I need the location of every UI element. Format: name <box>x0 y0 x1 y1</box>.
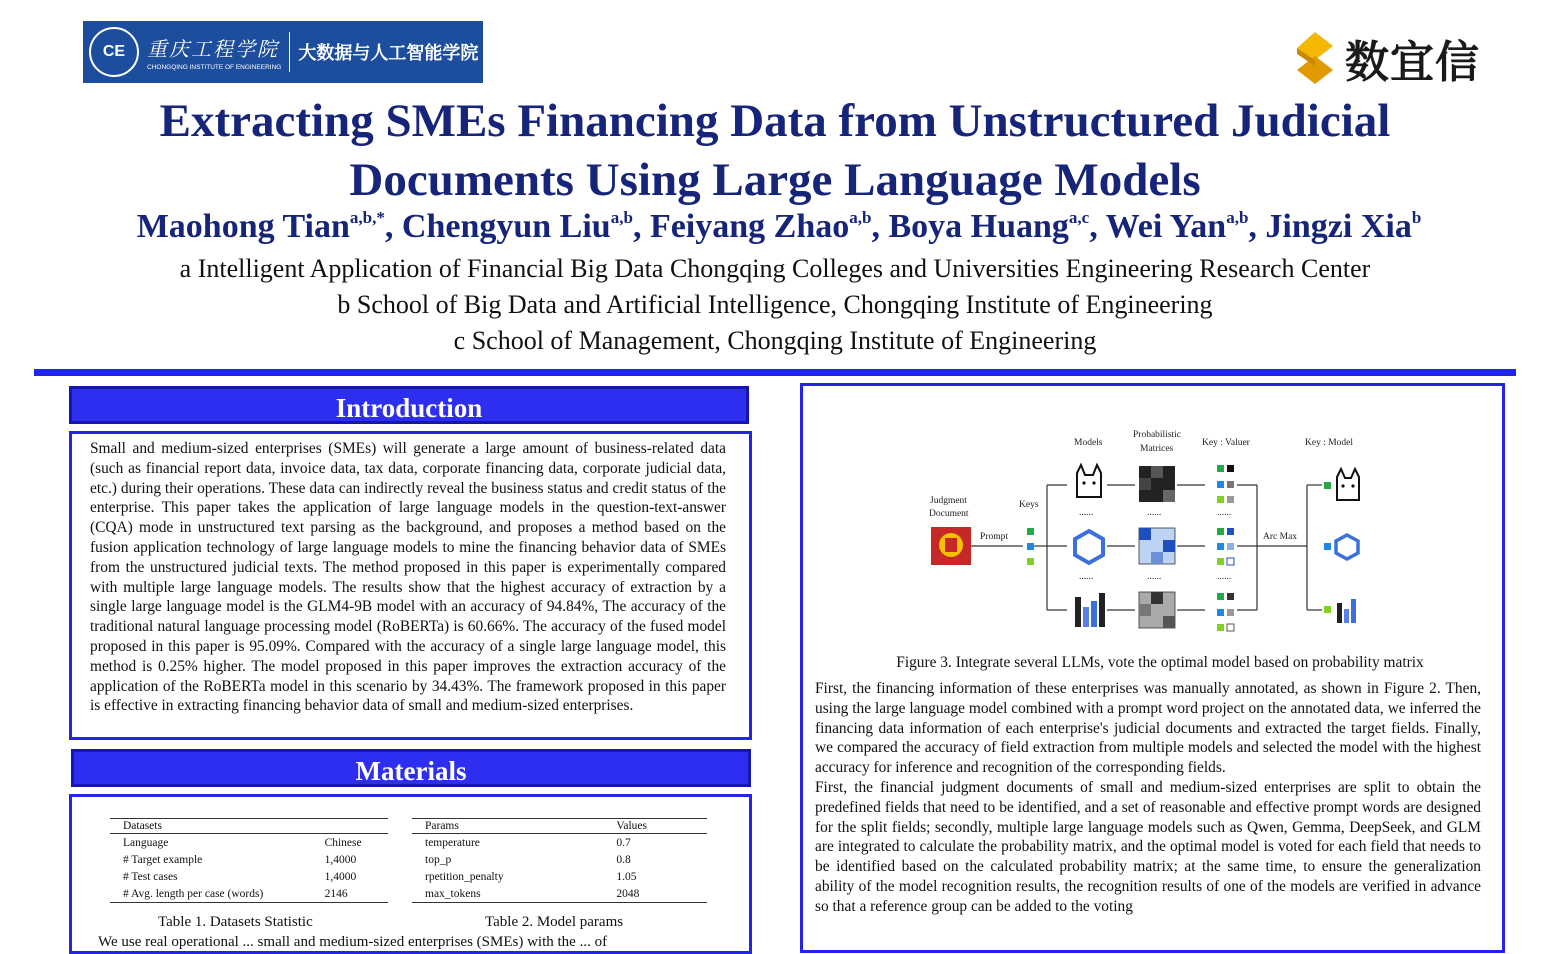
probability-matrix-dark <box>1139 466 1175 502</box>
school-name: 大数据与人工智能学院 <box>298 43 479 64</box>
title-line-2: Documents Using Large Language Models <box>349 154 1201 206</box>
table-cell: Chinese <box>324 836 362 849</box>
dots-label: ...... <box>1217 508 1232 518</box>
method-paragraph-1: First, the financing information of these enterprises was manually annotated, as shown in Figure 2. Then, using the large language model combined with a prompt word project on the annotated data, we inferred the financing data information of each enterprise's judicial documents and extracted the target fields. Finally, we compared the accuracy of field extraction from multiple models and selected the model with the highest accuracy for inference and recognition of the corresponding fields. <box>815 680 1481 777</box>
author-affiliation: b <box>1411 208 1422 227</box>
author-affiliation: a,c <box>1068 208 1090 227</box>
table-1-caption: Table 1. Datasets Statistic <box>158 914 313 930</box>
author-affiliation: a,b <box>849 208 872 227</box>
header-divider <box>34 369 1516 376</box>
company-name: 数宜信 <box>1345 37 1480 88</box>
institute-logo <box>83 21 483 83</box>
materials-heading: Materials <box>71 749 751 787</box>
author-name: Maohong Tian <box>136 208 350 245</box>
table-cell: 1,4000 <box>324 870 357 883</box>
datasets-table <box>110 818 388 903</box>
title-line-1: Extracting SMEs Financing Data from Unstructured Judicial <box>159 95 1391 147</box>
models-label: Models <box>1074 438 1103 448</box>
judgment-label-line1: Judgment <box>930 496 967 506</box>
table-header <box>312 819 388 834</box>
key-value-label: Key : Valuer <box>1202 438 1250 448</box>
keys-label: Keys <box>1019 500 1039 510</box>
logo-divider <box>289 32 290 72</box>
method-text <box>815 679 1481 917</box>
court-emblem-icon <box>931 527 971 565</box>
table-row <box>110 868 388 885</box>
dots-label: ...... <box>1147 508 1162 518</box>
table-header: Params <box>412 819 603 834</box>
judgment-label-line2: Document <box>929 509 969 519</box>
model-params-table <box>412 818 707 903</box>
table-row <box>110 834 388 852</box>
poster-title <box>0 92 1550 210</box>
llama-model-icon <box>1077 465 1101 497</box>
table-header: Datasets <box>110 819 312 834</box>
table-row <box>412 885 707 903</box>
affiliation-a: a Intelligent Application of Financial Big Data Chongqing Colleges and Universities Engineering Research Center <box>179 254 1371 283</box>
dots-label: ...... <box>1079 572 1094 582</box>
key-model-label: Key : Model <box>1305 438 1354 448</box>
author-affiliation: a,b,* <box>349 208 385 227</box>
figure-3-diagram <box>927 425 1387 645</box>
materials-text-partial: We use real operational ... small and medium-sized enterprises (SMEs) with the ... of <box>98 934 608 950</box>
author-name: Feiyang Zhao <box>649 208 850 245</box>
deepseek-model-icon <box>1075 593 1105 627</box>
company-logo <box>1293 26 1480 90</box>
dots-label: ...... <box>1079 508 1094 518</box>
table-row <box>110 851 388 868</box>
table-row <box>110 885 388 903</box>
table-cell: temperature <box>425 836 480 849</box>
table-cell: rpetition_penalty <box>425 870 504 883</box>
figure-3-caption: Figure 3. Integrate several LLMs, vote the optimal model based on probability matrix <box>896 654 1424 671</box>
qwen-model-icon <box>1075 531 1103 563</box>
institute-chinese-name: 重庆工程学院 <box>147 37 279 61</box>
introduction-heading: Introduction <box>69 386 749 424</box>
key-square-icon <box>1324 543 1331 550</box>
affiliation-b: b School of Big Data and Artificial Intelligence, Chongqing Institute of Engineering <box>337 290 1213 319</box>
dots-label: ...... <box>1217 572 1232 582</box>
table-row <box>412 851 707 868</box>
table-cell: top_p <box>425 853 452 866</box>
table-cell: 1,4000 <box>324 853 357 866</box>
author-affiliation: a,b <box>610 208 633 227</box>
institute-english-name: CHONGQING INSTITUTE OF ENGINEERING <box>147 64 282 71</box>
table-cell: # Avg. length per case (words) <box>110 885 312 903</box>
dots-label: ...... <box>1147 572 1162 582</box>
probability-matrix-grey <box>1139 592 1175 628</box>
table-row <box>412 834 707 852</box>
table-cell: 2048 <box>603 885 707 903</box>
probabilistic-label-line2: Matrices <box>1140 444 1174 454</box>
table-header: Values <box>603 819 707 834</box>
author-name: Chengyun Liu <box>401 208 611 245</box>
probability-matrix-blue <box>1139 528 1175 564</box>
introduction-text: Small and medium-sized enterprises (SMEs) will generate a large amount of business-related data (such as financial report data, invoice data, tax data, corporate financing data, corporate judicial data, etc.) during their operations. These data can indirectly reveal the business status and credit status of the enterprise. This paper takes the application of large language models in the question-text-answer (CQA) mode in unstructured text parsing as the background, and proposes a method based on the fusion application technology of large language models to mine the financing behavior data of SMEs from the unstructured judicial texts. The method proposed in this paper is experimentally compared with multiple large language models. The results show that the highest accuracy of extraction by a single large language model is the GLM4-9B model with an accuracy of 94.84%, The accuracy of the traditional natural language processing model (RoBERTa) is 60.66%. The accuracy of the fused model proposed in this paper is 95.09%. Compared with the accuracy of a single large language model, this method is 0.25% higher. The model proposed in this paper improves the extraction accuracy of the application of the RoBERTa model in this scenario by 34.43%. The framework proposed in this paper is effective in extracting financing behavior data of small and medium-sized enterprises. <box>90 440 726 715</box>
deepseek-model-icon <box>1337 599 1356 623</box>
table-cell: max_tokens <box>412 885 603 903</box>
table-row <box>412 868 707 885</box>
author-name: Boya Huang <box>888 208 1069 245</box>
argmax-label: Arc Max <box>1263 532 1298 542</box>
table-cell: 2146 <box>312 885 388 903</box>
table-cell: 0.7 <box>616 836 631 849</box>
table-cell: # Target example <box>123 853 203 866</box>
author-list: Maohong Tian$^{a,b,*}$, Chengyun Liu$^{a,b}$, Feiyang Zhao$^{a,b}$, Boya Huang$^{a,c}$, Wei Yan$^{a,b}$, Jingzi Xia$^b$ <box>136 208 1422 245</box>
table-cell: # Test cases <box>123 870 178 883</box>
company-s-mark-icon <box>1293 30 1335 86</box>
table-cell: Language <box>123 836 169 849</box>
key-square-icon <box>1027 528 1034 535</box>
author-name: Wei Yan <box>1105 208 1227 245</box>
key-square-icon <box>1324 482 1331 489</box>
key-square-icon <box>1027 558 1034 565</box>
key-value-pairs <box>1217 465 1234 631</box>
author-name: Jingzi Xia <box>1265 208 1412 245</box>
probabilistic-label-line1: Probabilistic <box>1133 430 1182 440</box>
institute-seal-icon: CE <box>89 27 139 77</box>
key-square-icon <box>1324 606 1331 613</box>
table-cell: 0.8 <box>616 853 631 866</box>
qwen-model-icon <box>1336 535 1358 559</box>
llama-model-icon <box>1337 469 1359 500</box>
method-paragraph-2: First, the financial judgment documents of small and medium-sized enterprises are split to obtain the predefined fields that need to be identified, and a set of reasonable and effective prompt words are designed for the split fields; secondly, multiple large language models such as Qwen, Gemma, DeepSeek, and GLM are integrated to calculate the probability matrix, and the optimal model is voted for each field that needs to be identified based on the calculated probability matrix; at the same time, to ensure the generalization ability of the model recognition results, the recognition results of one of the models are verified in advance so that a reference group can be added to the voting <box>815 778 1481 915</box>
table-cell: 1.05 <box>616 870 637 883</box>
prompt-label: Prompt <box>980 532 1008 542</box>
table-2-caption: Table 2. Model params <box>485 914 624 930</box>
author-affiliation: a,b <box>1226 208 1249 227</box>
affiliation-c: c School of Management, Chongqing Institute of Engineering <box>453 326 1097 355</box>
key-square-icon <box>1027 543 1034 550</box>
